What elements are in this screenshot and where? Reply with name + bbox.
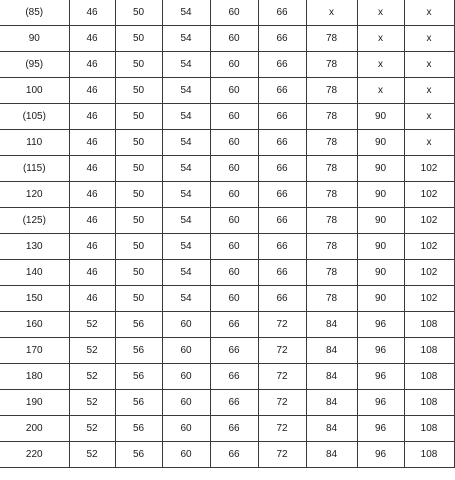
table-cell: 54 [162, 52, 210, 78]
table-cell: 46 [69, 234, 115, 260]
table-row [0, 26, 454, 52]
table-cell: 72 [258, 390, 306, 416]
table-cell: 54 [162, 182, 210, 208]
table-cell: 50 [115, 234, 162, 260]
table-cell: 66 [210, 416, 258, 442]
table-cell: 60 [210, 130, 258, 156]
table-cell: 50 [115, 26, 162, 52]
table-row [0, 234, 454, 260]
table-cell: x [404, 26, 454, 52]
row-label-cell: 180 [0, 364, 69, 390]
table-cell: 46 [69, 182, 115, 208]
row-label-cell: 150 [0, 286, 69, 312]
table-row [0, 390, 454, 416]
table-cell: x [357, 52, 404, 78]
row-label-cell: (125) [0, 208, 69, 234]
table-cell: 78 [306, 78, 357, 104]
table-cell: 50 [115, 0, 162, 26]
table-cell: 60 [210, 234, 258, 260]
row-label-cell: 130 [0, 234, 69, 260]
table-cell: 46 [69, 260, 115, 286]
table-cell: 66 [210, 390, 258, 416]
table-cell: 102 [404, 182, 454, 208]
table-cell: 50 [115, 78, 162, 104]
table-cell: 54 [162, 26, 210, 52]
table-cell: 54 [162, 130, 210, 156]
table-cell: 60 [162, 338, 210, 364]
table-row [0, 0, 454, 26]
table-cell: 78 [306, 156, 357, 182]
table-cell: 66 [258, 26, 306, 52]
table-cell: 84 [306, 442, 357, 468]
table-cell: 78 [306, 182, 357, 208]
table-cell: 102 [404, 208, 454, 234]
table-cell: 50 [115, 156, 162, 182]
table-cell: 66 [258, 0, 306, 26]
table-cell: 54 [162, 260, 210, 286]
table-cell: 66 [258, 234, 306, 260]
table-cell: 108 [404, 312, 454, 338]
table-cell: 78 [306, 260, 357, 286]
table-cell: 84 [306, 390, 357, 416]
table-row [0, 52, 454, 78]
row-label-cell: 170 [0, 338, 69, 364]
table-cell: 46 [69, 78, 115, 104]
table-cell: 60 [162, 312, 210, 338]
table-cell: 96 [357, 442, 404, 468]
row-label-cell: 100 [0, 78, 69, 104]
table-cell: 52 [69, 312, 115, 338]
table-cell: 108 [404, 442, 454, 468]
table-cell: 60 [162, 390, 210, 416]
table-row [0, 78, 454, 104]
table-cell: 50 [115, 130, 162, 156]
table-cell: 108 [404, 390, 454, 416]
table-cell: 56 [115, 416, 162, 442]
table-cell: 56 [115, 364, 162, 390]
table-cell: 66 [258, 78, 306, 104]
table-cell: 96 [357, 416, 404, 442]
table-cell: x [357, 0, 404, 26]
table-cell: 54 [162, 286, 210, 312]
table-cell: 66 [258, 130, 306, 156]
table-cell: 46 [69, 26, 115, 52]
table-row [0, 182, 454, 208]
table-cell: 60 [210, 260, 258, 286]
table-cell: 54 [162, 156, 210, 182]
row-label-cell: (105) [0, 104, 69, 130]
table-cell: 78 [306, 208, 357, 234]
table-cell: 60 [210, 104, 258, 130]
table-row [0, 286, 454, 312]
table-cell: 78 [306, 130, 357, 156]
table-cell: 60 [210, 156, 258, 182]
table-cell: 66 [258, 182, 306, 208]
table-cell: 66 [258, 286, 306, 312]
table-cell: 60 [210, 286, 258, 312]
table-cell: x [404, 130, 454, 156]
table-cell: 102 [404, 286, 454, 312]
table-row [0, 130, 454, 156]
table-cell: 66 [258, 156, 306, 182]
table-cell: 54 [162, 104, 210, 130]
table-cell: 50 [115, 104, 162, 130]
table-cell: 52 [69, 364, 115, 390]
table-cell: 90 [357, 182, 404, 208]
table-cell: 56 [115, 338, 162, 364]
table-cell: 78 [306, 26, 357, 52]
table-cell: 52 [69, 338, 115, 364]
table-cell: 102 [404, 156, 454, 182]
table-cell: 90 [357, 156, 404, 182]
table-cell: 84 [306, 416, 357, 442]
table-cell: 60 [162, 364, 210, 390]
table-row [0, 312, 454, 338]
table-row [0, 364, 454, 390]
table-cell: 56 [115, 390, 162, 416]
table-cell: 102 [404, 260, 454, 286]
table-cell: x [404, 104, 454, 130]
table-cell: 72 [258, 364, 306, 390]
table-cell: 60 [162, 442, 210, 468]
table-cell: x [404, 52, 454, 78]
row-label-cell: 220 [0, 442, 69, 468]
row-label-cell: 190 [0, 390, 69, 416]
table-cell: 50 [115, 260, 162, 286]
table-cell: 78 [306, 286, 357, 312]
table-cell: 46 [69, 156, 115, 182]
table-cell: 66 [210, 364, 258, 390]
table-cell: 52 [69, 416, 115, 442]
row-label-cell: (95) [0, 52, 69, 78]
table-cell: 72 [258, 442, 306, 468]
table-cell: 90 [357, 208, 404, 234]
table-cell: 46 [69, 286, 115, 312]
table-cell: 50 [115, 182, 162, 208]
row-label-cell: 110 [0, 130, 69, 156]
table-cell: 54 [162, 0, 210, 26]
table-cell: 50 [115, 286, 162, 312]
table-cell: 90 [357, 130, 404, 156]
table-row [0, 104, 454, 130]
table-cell: 52 [69, 442, 115, 468]
table-cell: 60 [162, 416, 210, 442]
table-cell: x [306, 0, 357, 26]
table-cell: x [357, 78, 404, 104]
table-cell: 90 [357, 234, 404, 260]
table-row [0, 208, 454, 234]
table-cell: 46 [69, 0, 115, 26]
table-cell: 50 [115, 52, 162, 78]
table-cell: 52 [69, 390, 115, 416]
table-cell: 108 [404, 416, 454, 442]
table-cell: x [404, 0, 454, 26]
table-cell: 54 [162, 208, 210, 234]
table-cell: 50 [115, 208, 162, 234]
table-cell: 90 [357, 260, 404, 286]
table-cell: 96 [357, 364, 404, 390]
table-cell: 46 [69, 208, 115, 234]
table-row [0, 416, 454, 442]
table-cell: 60 [210, 182, 258, 208]
table-cell: 96 [357, 390, 404, 416]
table-cell: 78 [306, 104, 357, 130]
table-cell: 46 [69, 130, 115, 156]
table-cell: 60 [210, 26, 258, 52]
table-cell: 66 [258, 208, 306, 234]
row-label-cell: 200 [0, 416, 69, 442]
table-cell: 60 [210, 208, 258, 234]
table-cell: 72 [258, 338, 306, 364]
table-cell: 66 [258, 260, 306, 286]
table-cell: 60 [210, 78, 258, 104]
table-cell: 66 [258, 52, 306, 78]
table-cell: 90 [357, 104, 404, 130]
table-cell: 66 [258, 104, 306, 130]
table-cell: x [404, 78, 454, 104]
table-cell: 60 [210, 0, 258, 26]
table-cell: 54 [162, 78, 210, 104]
table-cell: 96 [357, 338, 404, 364]
table-cell: 78 [306, 52, 357, 78]
table-cell: 72 [258, 312, 306, 338]
row-label-cell: (85) [0, 0, 69, 26]
row-label-cell: (115) [0, 156, 69, 182]
table-cell: 102 [404, 234, 454, 260]
table-cell: 84 [306, 312, 357, 338]
table-cell: 60 [210, 52, 258, 78]
row-label-cell: 120 [0, 182, 69, 208]
row-label-cell: 140 [0, 260, 69, 286]
table-cell: x [357, 26, 404, 52]
table-cell: 78 [306, 234, 357, 260]
table-cell: 108 [404, 338, 454, 364]
table-row [0, 260, 454, 286]
table-cell: 90 [357, 286, 404, 312]
table-row [0, 442, 454, 468]
table-cell: 66 [210, 442, 258, 468]
table-cell: 56 [115, 442, 162, 468]
table-cell: 54 [162, 234, 210, 260]
table-cell: 66 [210, 338, 258, 364]
table-row [0, 338, 454, 364]
row-label-cell: 160 [0, 312, 69, 338]
table-cell: 72 [258, 416, 306, 442]
table-cell: 46 [69, 104, 115, 130]
table-cell: 66 [210, 312, 258, 338]
table-cell: 84 [306, 364, 357, 390]
table-cell: 96 [357, 312, 404, 338]
table-cell: 56 [115, 312, 162, 338]
table-cell: 84 [306, 338, 357, 364]
table-row [0, 156, 454, 182]
table-cell: 46 [69, 52, 115, 78]
table-cell: 108 [404, 364, 454, 390]
row-label-cell: 90 [0, 26, 69, 52]
